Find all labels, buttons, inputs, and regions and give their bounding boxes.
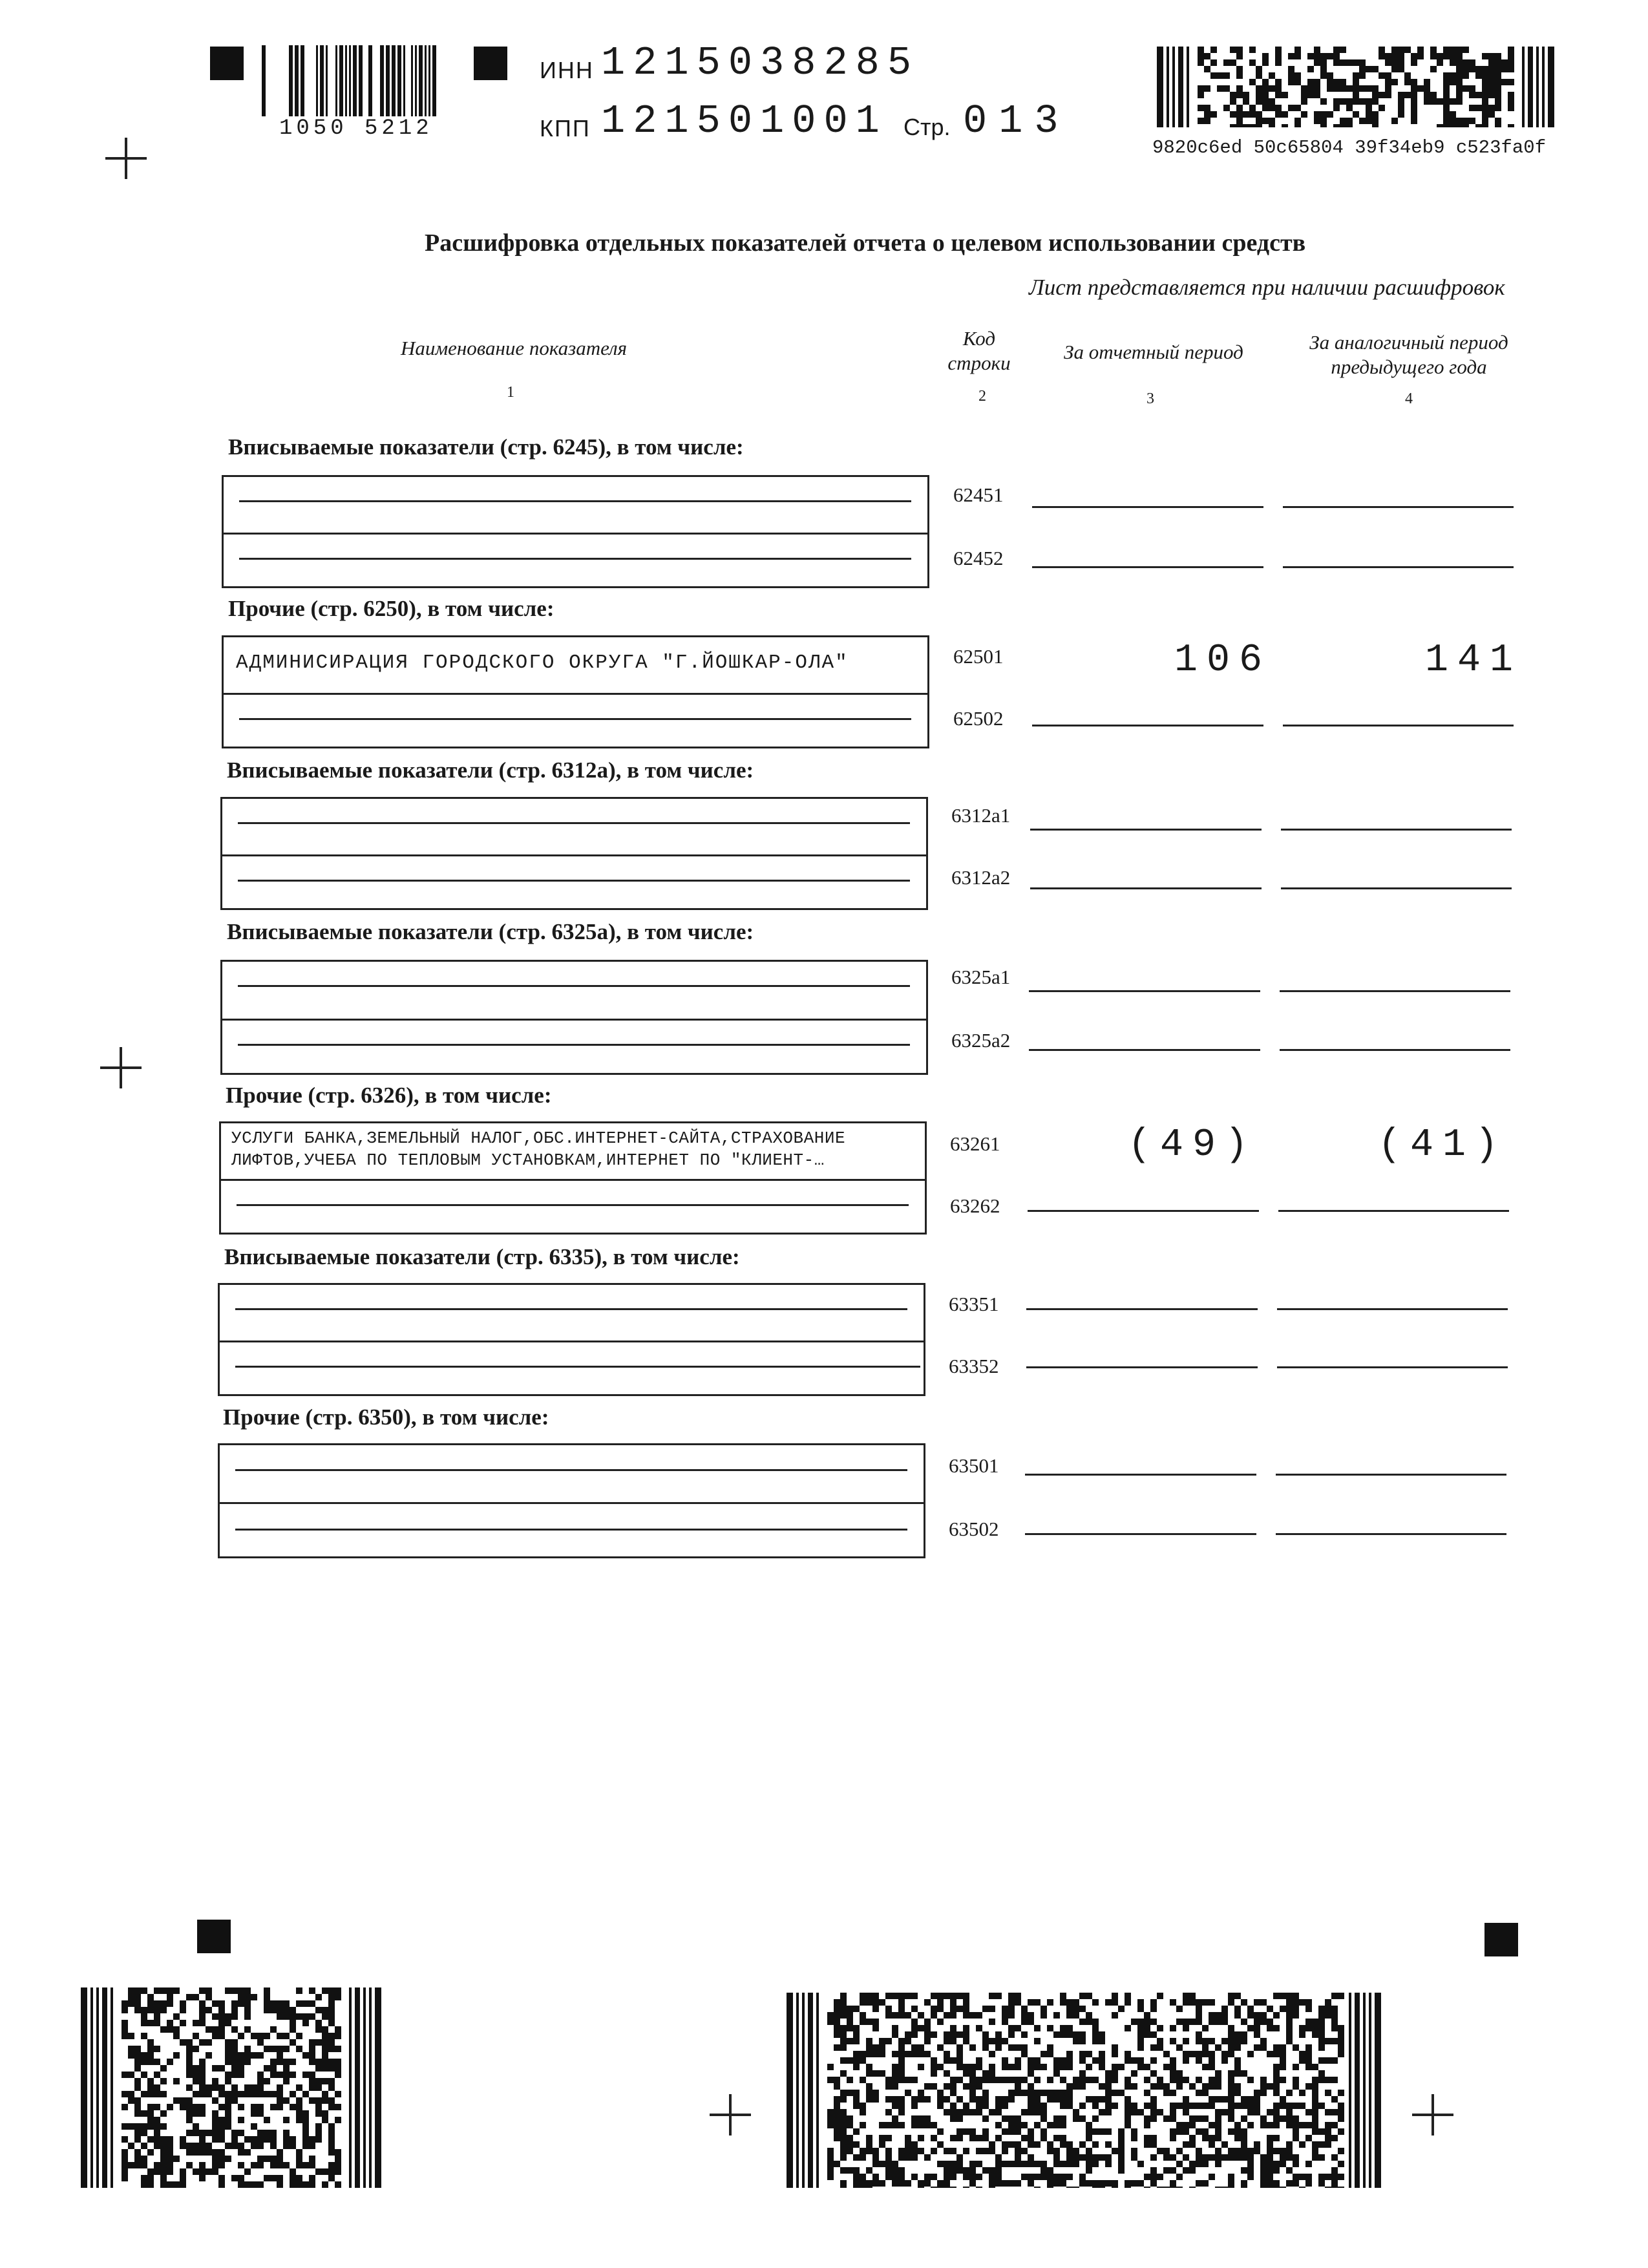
- row-code: 63351: [949, 1293, 999, 1315]
- row-current-field[interactable]: [1030, 829, 1262, 831]
- row-code: 6325а1: [951, 966, 1011, 988]
- column-header-code-line2: строки: [947, 352, 1011, 374]
- row-previous-field[interactable]: [1280, 1049, 1510, 1051]
- row-previous-field[interactable]: [1277, 1366, 1508, 1368]
- row-current-field[interactable]: [1025, 1533, 1256, 1535]
- row-current-field[interactable]: [1032, 725, 1263, 726]
- barcode-2d-top-right: [1157, 47, 1554, 127]
- row-current-field[interactable]: [1029, 1049, 1260, 1051]
- row-previous-field[interactable]: [1281, 887, 1512, 889]
- row-previous-field[interactable]: [1276, 1474, 1506, 1476]
- row-previous-field[interactable]: [1283, 725, 1514, 726]
- barcode-2d-bottom-left: [81, 1987, 381, 2188]
- section-title-6325a: Вписываемые показатели (стр. 6325а), в том числе:: [227, 919, 754, 944]
- page-value: 013: [963, 98, 1070, 144]
- inn-label: ИНН: [540, 57, 594, 83]
- column-number-4: 4: [1405, 390, 1413, 407]
- row-code: 63352: [949, 1355, 999, 1377]
- row-previous-field[interactable]: [1276, 1533, 1506, 1535]
- row-current-field[interactable]: [1029, 990, 1260, 992]
- page-label: Стр.: [903, 114, 951, 140]
- row-code: 62502: [953, 707, 1004, 730]
- column-header-name: Наименование показателя: [400, 337, 628, 359]
- row-previous-field[interactable]: [1283, 506, 1514, 508]
- column-number-3: 3: [1146, 390, 1154, 407]
- registration-cross-bottom-mid: [710, 2094, 751, 2136]
- kpp-value: 121501001: [601, 98, 887, 144]
- row-code: 63262: [950, 1194, 1000, 1217]
- row-current-field[interactable]: [1026, 1366, 1258, 1368]
- row-current-field[interactable]: [1032, 566, 1263, 568]
- row-code: 6312а2: [951, 866, 1011, 889]
- barcode-2d-bottom-right: [787, 1993, 1381, 2188]
- registration-cross-bottom-right: [1412, 2094, 1453, 2136]
- section-title-6335: Вписываемые показатели (стр. 6335), в том числе:: [224, 1244, 740, 1269]
- column-number-2: 2: [978, 388, 986, 405]
- row-previous-field[interactable]: [1278, 1210, 1509, 1212]
- column-header-previous-line1: За аналогичный период: [1309, 331, 1508, 354]
- registration-marker-bottom-right: [1484, 1923, 1518, 1956]
- row-current-field[interactable]: [1028, 1210, 1259, 1212]
- section-title-6250: Прочие (стр. 6250), в том числе:: [228, 596, 555, 621]
- registration-cross-top-left: [105, 138, 147, 179]
- row-code: 62451: [953, 483, 1004, 506]
- barcode-1d-top: [262, 45, 449, 116]
- row-code: 6325а2: [951, 1029, 1011, 1052]
- row-current-field[interactable]: [1030, 887, 1262, 889]
- section-title-6312a: Вписываемые показатели (стр. 6312а), в том числе:: [227, 758, 754, 783]
- row-current-field[interactable]: [1032, 506, 1263, 508]
- row-code: 62452: [953, 547, 1004, 569]
- column-header-current: За отчетный период: [1064, 341, 1243, 363]
- row-previous-field[interactable]: [1277, 1308, 1508, 1310]
- row-previous-field[interactable]: [1280, 990, 1510, 992]
- row-code: 63501: [949, 1454, 999, 1477]
- registration-marker-top-mid: [474, 47, 507, 80]
- barcode-number: 1050 5212: [279, 116, 433, 141]
- section-box-6350: [218, 1443, 925, 1558]
- row-name-text: УСЛУГИ БАНКА,ЗЕМЕЛЬНЫЙ НАЛОГ,ОБС.ИНТЕРНЕТ-САЙТА,СТРАХОВАНИЕ ЛИФТОВ,УЧЕБА ПО ТЕПЛОВЫМ УСТАНОВКАМ,ИНТЕРНЕТ ПО "КЛИЕНТ-…: [231, 1129, 846, 1170]
- section-box-6245: [222, 475, 929, 588]
- registration-marker-top-left: [210, 47, 244, 80]
- row-name-text: АДМИНИСИРАЦИЯ ГОРОДСКОГО ОКРУГА "Г.ЙОШКАР-ОЛА": [236, 652, 849, 674]
- row-code: 63502: [949, 1518, 999, 1540]
- page-subtitle: Лист представляется при наличии расшифровок: [1029, 275, 1505, 300]
- row-previous-value: 141: [1424, 639, 1522, 683]
- section-title-6350: Прочие (стр. 6350), в том числе:: [223, 1404, 549, 1430]
- row-current-field[interactable]: [1026, 1308, 1258, 1310]
- row-current-value: (49): [1127, 1123, 1257, 1167]
- row-current-field[interactable]: [1025, 1474, 1256, 1476]
- section-box-6325a: [220, 960, 928, 1075]
- row-code: 63261: [950, 1132, 1000, 1155]
- row-code: 62501: [953, 645, 1004, 668]
- section-box-6312a: [220, 797, 928, 910]
- column-header-previous-line2: предыдущего года: [1331, 355, 1487, 378]
- row-previous-field[interactable]: [1281, 829, 1512, 831]
- row-code: 6312а1: [951, 804, 1011, 827]
- kpp-label: КПП: [540, 115, 591, 142]
- row-current-value: 106: [1174, 639, 1271, 683]
- page-title: Расшифровка отдельных показателей отчета о целевом использовании средств: [425, 229, 1306, 257]
- section-box-6335: [218, 1283, 925, 1396]
- registration-marker-bottom-left: [197, 1920, 231, 1953]
- row-previous-value: (41): [1377, 1123, 1507, 1167]
- section-title-6245: Вписываемые показатели (стр. 6245), в том числе:: [228, 434, 744, 460]
- column-header-code-line1: Код: [962, 327, 996, 350]
- column-number-1: 1: [507, 384, 514, 401]
- registration-cross-mid-left: [100, 1047, 142, 1088]
- document-hash: 9820c6ed 50c65804 39f34eb9 c523fa0f: [1152, 137, 1547, 158]
- row-previous-field[interactable]: [1283, 566, 1514, 568]
- section-title-6326: Прочие (стр. 6326), в том числе:: [226, 1083, 552, 1108]
- inn-value: 1215038285: [601, 40, 920, 86]
